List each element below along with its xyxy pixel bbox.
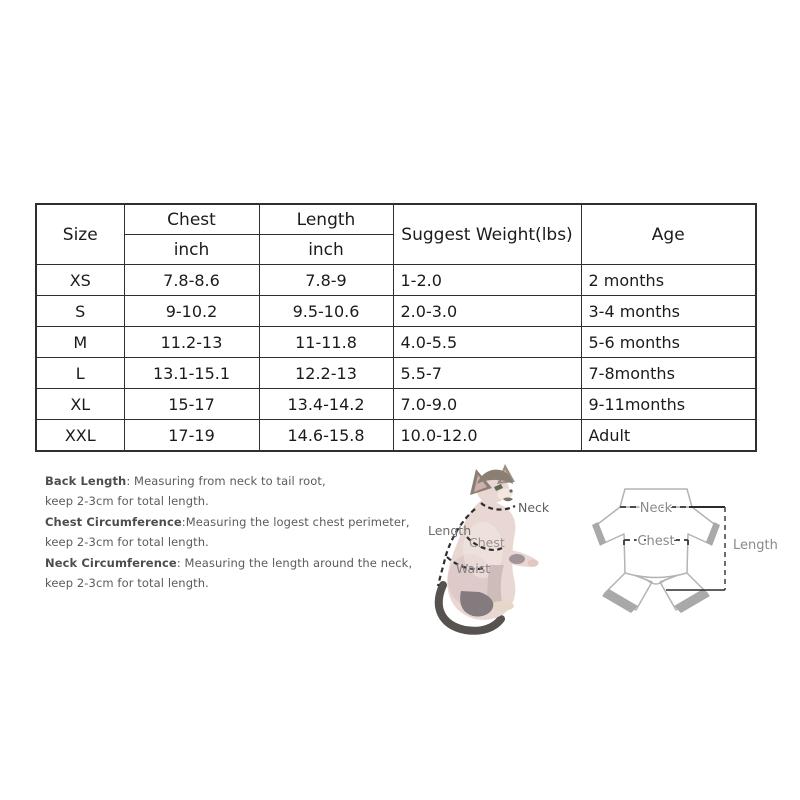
- cell-length: 12.2-13: [259, 358, 393, 389]
- col-header-age: Age: [581, 204, 756, 265]
- table-row-s: [36, 296, 756, 327]
- cell-age: 2 months: [581, 265, 756, 296]
- garment-measurement-diagram: [588, 470, 788, 620]
- garment-length-label: Length: [733, 538, 778, 553]
- note-desc: : Measuring from neck to tail root,: [126, 474, 326, 488]
- cat-chin-patch: [503, 498, 513, 502]
- cat-foreleg-patch: [509, 554, 525, 564]
- cat-nose: [509, 489, 512, 492]
- col-header-length: Length: [259, 204, 393, 235]
- col-header-size: Size: [36, 204, 124, 265]
- cell-size: M: [36, 327, 124, 358]
- size-table-body: [36, 265, 756, 452]
- garment-chest-label: Chest: [637, 534, 675, 549]
- cell-age: 7-8months: [581, 358, 756, 389]
- cell-size: S: [36, 296, 124, 327]
- cell-weight: 10.0-12.0: [393, 420, 581, 452]
- note-term: Back Length: [45, 474, 127, 488]
- note-back-length: [45, 471, 435, 491]
- cat-length-label: Length: [428, 523, 472, 538]
- cat-neck-label: Neck: [518, 500, 550, 515]
- cell-length: 14.6-15.8: [259, 420, 393, 452]
- col-header-chest: Chest: [124, 204, 259, 235]
- garment-neck-label: Neck: [639, 501, 673, 516]
- cell-age: 9-11months: [581, 389, 756, 420]
- table-row-xs: [36, 265, 756, 296]
- note-continuation: keep 2-3cm for total length.: [45, 535, 209, 550]
- note-neck-circumference: [45, 553, 435, 573]
- cell-weight: 7.0-9.0: [393, 389, 581, 420]
- cat-front-paw: [490, 601, 514, 611]
- cell-length: 7.8-9: [259, 265, 393, 296]
- cell-length: 13.4-14.2: [259, 389, 393, 420]
- cell-weight: 4.0-5.5: [393, 327, 581, 358]
- cat-chest-label: Chest: [469, 535, 505, 550]
- table-row-xxl: [36, 420, 756, 452]
- cell-size: XXL: [36, 420, 124, 452]
- table-row-l: [36, 358, 756, 389]
- col-header-weight: Suggest Weight(lbs): [393, 204, 581, 265]
- col-subheader-chest-unit: inch: [124, 235, 259, 265]
- cell-chest: 13.1-15.1: [124, 358, 259, 389]
- cell-length: 11-11.8: [259, 327, 393, 358]
- cell-age: 5-6 months: [581, 327, 756, 358]
- cell-size: L: [36, 358, 124, 389]
- cell-chest: 17-19: [124, 420, 259, 452]
- cell-size: XS: [36, 265, 124, 296]
- note-term: Neck Circumference: [45, 555, 177, 570]
- table-header-row-1: [36, 204, 756, 235]
- cell-age: 3-4 months: [581, 296, 756, 327]
- cell-length: 9.5-10.6: [259, 296, 393, 327]
- cell-weight: 1-2.0: [393, 265, 581, 296]
- note-chest-circumference: [45, 512, 435, 532]
- cell-chest: 11.2-13: [124, 327, 259, 358]
- table-row-xl: [36, 389, 756, 420]
- cell-chest: 7.8-8.6: [124, 265, 259, 296]
- cat-waist-label: Waist: [456, 561, 491, 576]
- cell-size: XL: [36, 389, 124, 420]
- note-continuation: keep 2-3cm for total length.: [45, 494, 209, 509]
- note-desc: : Measuring the length around the neck,: [176, 555, 413, 570]
- cell-chest: 9-10.2: [124, 296, 259, 327]
- note-continuation: keep 2-3cm for total length.: [45, 576, 209, 591]
- cell-age: Adult: [581, 420, 756, 452]
- cat-forepaw: [528, 560, 539, 567]
- cell-chest: 15-17: [124, 389, 259, 420]
- note-term: Chest Circumference: [45, 514, 182, 529]
- size-table-header: [36, 204, 756, 265]
- table-row-m: [36, 327, 756, 358]
- size-table: [35, 203, 757, 452]
- cell-weight: 5.5-7: [393, 358, 581, 389]
- cell-weight: 2.0-3.0: [393, 296, 581, 327]
- note-desc: :Measuring the logest chest perimeter,: [181, 514, 410, 529]
- measuring-notes: [45, 471, 435, 593]
- col-subheader-length-unit: inch: [259, 235, 393, 265]
